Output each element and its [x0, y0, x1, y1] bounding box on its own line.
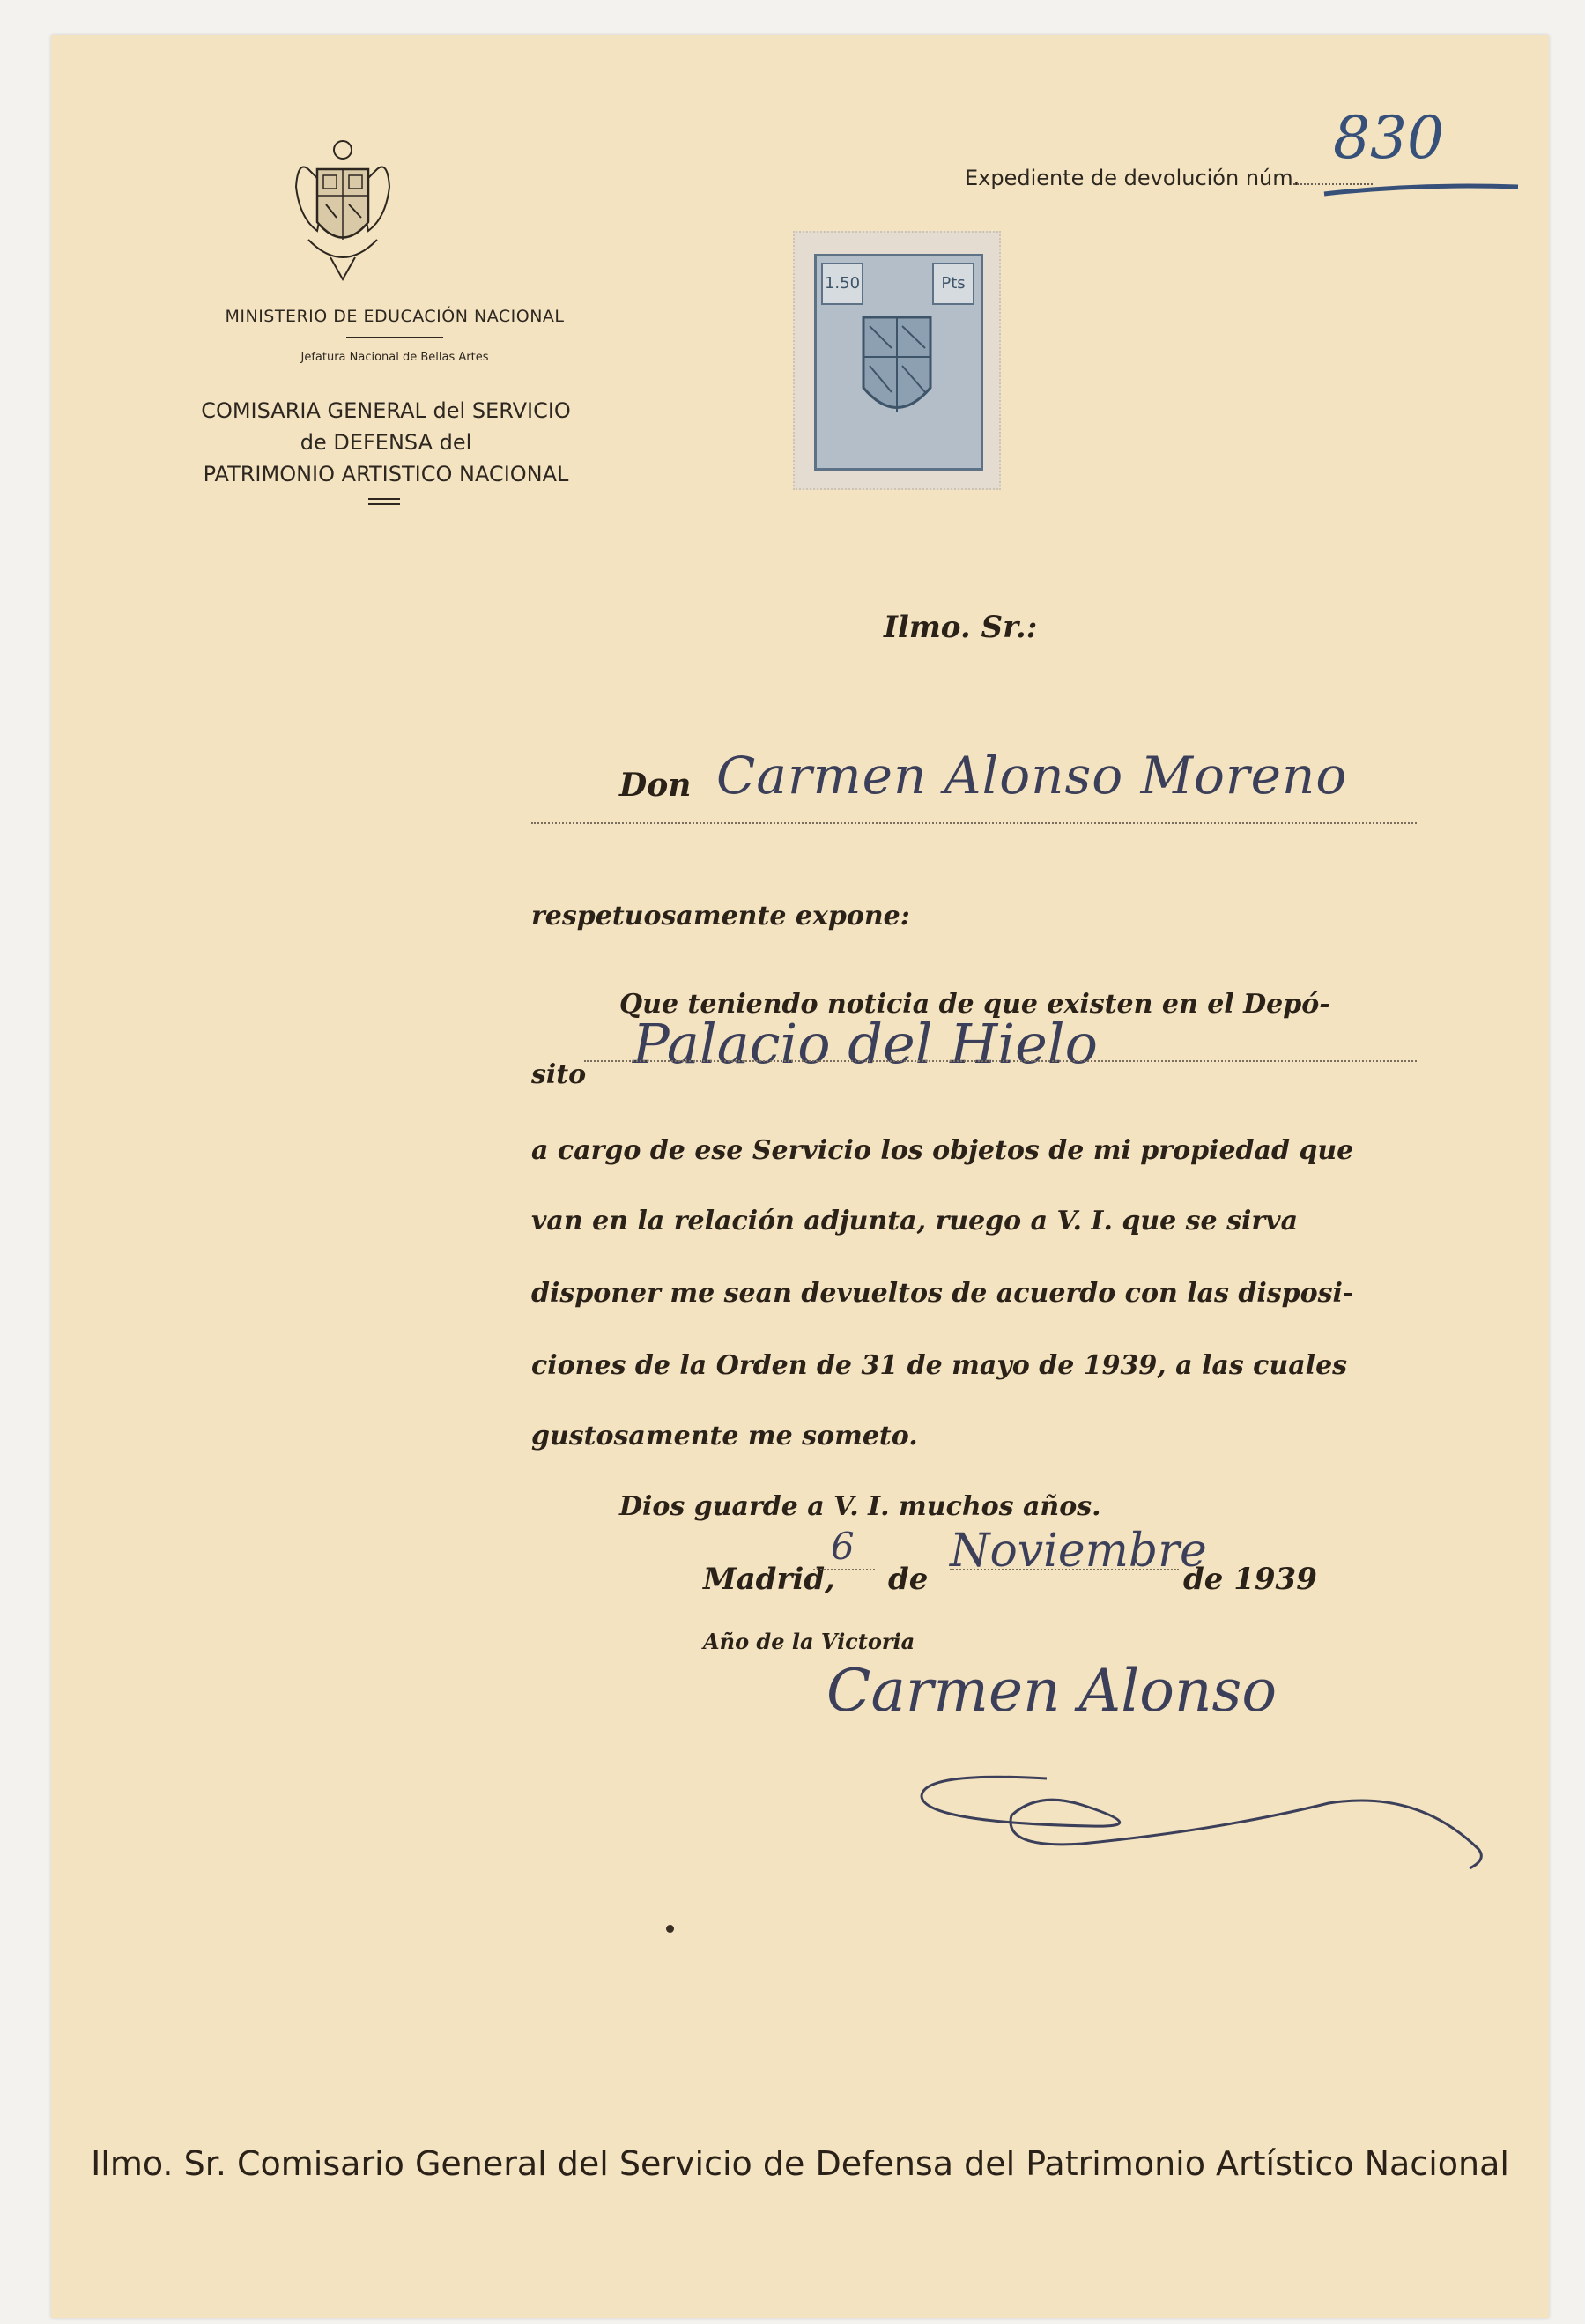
- month-dotted-line: [950, 1569, 1179, 1570]
- commission-line: PATRIMONIO ARTISTICO NACIONAL: [203, 462, 569, 486]
- body-line: Que teniendo noticia de que existen en el Depó-: [619, 989, 1330, 1020]
- commission-line: de DEFENSA del: [300, 430, 472, 455]
- commission-line: COMISARIA GENERAL del SERVICIO: [201, 398, 571, 423]
- date-year: de 1939: [1183, 1562, 1317, 1597]
- expediente-number: 830: [1333, 104, 1444, 172]
- day-dotted-line: [813, 1569, 875, 1570]
- closing-formula: Dios guarde a V. I. muchos años.: [619, 1491, 1101, 1522]
- body-line: gustosamente me someto.: [531, 1421, 918, 1452]
- ministry-name: MINISTERIO DE EDUCACIÓN NACIONAL: [225, 307, 565, 326]
- era-label: Año de la Victoria: [703, 1629, 915, 1654]
- stamp-shield-icon: [856, 308, 937, 432]
- deposit-name: Palacio del Hielo: [633, 1012, 1098, 1076]
- commission-name: [174, 395, 597, 490]
- body-line-sito: sito: [531, 1059, 587, 1090]
- date-de: de: [888, 1562, 929, 1597]
- jefatura-name: Jefatura Nacional de Bellas Artes: [300, 351, 489, 364]
- body-line: ciones de la Orden de 31 de mayo de 1939, a las cuales: [531, 1350, 1348, 1381]
- body-line: disponer me sean devueltos de acuerdo con las disposi-: [531, 1278, 1354, 1309]
- footer-addressee: Ilmo. Sr. Comisario General del Servicio de Defensa del Patrimonio Artístico Nacional: [91, 2144, 1509, 2183]
- expediente-label: Expediente de devolución núm.: [965, 166, 1300, 190]
- coat-of-arms-emblem: [291, 134, 395, 284]
- stamp-unit: Pts: [932, 263, 974, 305]
- underline-stroke: [1320, 176, 1522, 203]
- applicant-name: Carmen Alonso Moreno: [716, 746, 1348, 806]
- header-divider: [346, 337, 443, 338]
- expone-text: respetuosamente expone:: [531, 901, 910, 932]
- ink-dot: [666, 1925, 674, 1933]
- don-label: Don: [619, 767, 692, 804]
- signature: Carmen Alonso: [826, 1657, 1278, 1725]
- body-line: van en la relación adjunta, ruego a V. I. que se sirva: [531, 1206, 1299, 1236]
- deposit-dotted-line: [584, 1060, 1417, 1062]
- name-dotted-line: [531, 822, 1417, 824]
- stamp-value: 1.50: [821, 263, 863, 305]
- date-day: 6: [831, 1525, 855, 1568]
- body-line: a cargo de ese Servicio los objetos de mi propiedad que: [531, 1135, 1354, 1166]
- header-double-rule: [368, 503, 400, 505]
- date-month: Noviembre: [950, 1525, 1207, 1578]
- document-page: [51, 35, 1549, 2318]
- header-double-rule: [368, 498, 400, 500]
- salutation: Ilmo. Sr.:: [884, 610, 1038, 645]
- signature-flourish: [870, 1745, 1540, 1912]
- date-place: Madrid,: [703, 1562, 835, 1597]
- revenue-stamp: [793, 231, 1001, 490]
